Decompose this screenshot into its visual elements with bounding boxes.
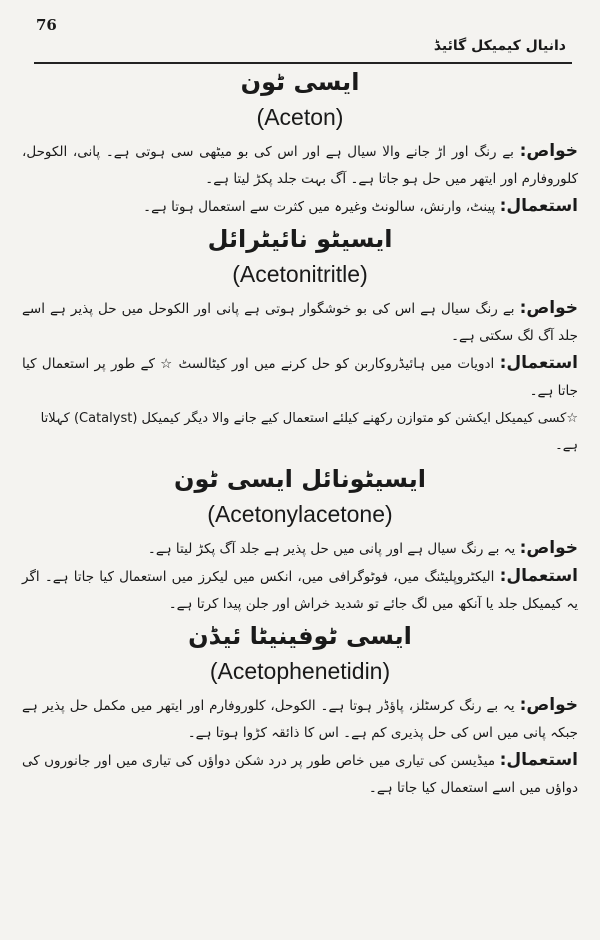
entry-urdu-title: ایسیٹونائل ایسی ٹون bbox=[174, 465, 426, 493]
use-label: استعمال: bbox=[499, 566, 578, 586]
entry-english-title: (Acetophenetidin) bbox=[209, 658, 391, 684]
entry-english-title: (Aceton) bbox=[256, 104, 344, 130]
entry-aceton bbox=[22, 64, 578, 221]
properties-text: یہ بے رنگ کرسٹلز، پاؤڈر ہوتا ہے۔ الکوحل، کلوروفارم اور ایتھر میں مکمل حل پذیر ہے جبکہ پانی میں اس کی حل پذیری کم ہے۔ اس کا ذائقہ کڑوا ہوتا ہے۔ bbox=[22, 698, 578, 741]
use-paragraph bbox=[22, 747, 578, 802]
entry-urdu-title: ایسیٹو نائیٹرائل bbox=[207, 225, 393, 253]
properties-text: بے رنگ سیال ہے اس کی بو خوشگوار ہوتی ہے پانی اور الکوحل میں حل پذیر ہے اسے جلد آگ لگ سکتی ہے۔ bbox=[22, 301, 578, 344]
properties-paragraph bbox=[22, 295, 578, 350]
use-text: میڈیسن کی تیاری میں خاص طور پر درد شکن دواؤں کی تیاری میں اور جانوروں کی دواؤں میں اسے استعمال کیا جاتا ہے۔ bbox=[22, 753, 578, 796]
use-text: پینٹ، وارنش، سالونٹ وغیرہ میں کثرت سے استعمال ہوتا ہے۔ bbox=[143, 199, 496, 215]
footnote-catalyst: ☆کسی کیمیکل ایکشن کو متوازن رکھنے کیلئے استعمال کیے جانے والا دیگر کیمیکل (Catalyst) کہلاتا ہے۔ bbox=[40, 411, 578, 453]
use-text: ادویات میں ہائیڈروکاربن کو حل کرنے میں اور کیٹالسٹ ☆ کے طور پر استعمال کیا جاتا ہے۔ bbox=[22, 356, 578, 399]
page-number: 76 bbox=[36, 16, 57, 34]
entry-urdu-title: ایسی ٹوفینیٹا ئیڈن bbox=[188, 622, 412, 650]
use-paragraph bbox=[22, 193, 578, 221]
use-paragraph bbox=[22, 563, 578, 618]
entry-acetonitritle bbox=[22, 221, 578, 459]
properties-text: یہ بے رنگ سیال ہے اور پانی میں حل پذیر ہے جلد آگ پکڑ لیتا ہے۔ bbox=[147, 541, 516, 557]
entry-english-title: (Acetonitritle) bbox=[232, 261, 368, 287]
page-content bbox=[22, 64, 578, 920]
properties-label: خواص: bbox=[519, 298, 578, 318]
use-text: الیکٹروپلیٹنگ میں، فوٹوگرافی میں، انکس میں لیکرز میں استعمال کیا جاتا ہے۔ اگر یہ کیمیکل جلد یا آنکھ میں لگ جائے تو شدید خراش اور جلن پیدا کرتا ہے۔ bbox=[22, 569, 578, 612]
properties-text: بے رنگ اور اڑ جانے والا سیال ہے اور اس کی بو میٹھی سی ہوتی ہے۔ پانی، الکوحل، کلوروفارم اور ایتھر میں حل ہو جاتا ہے۔ آگ بہت جلد پکڑ لیتا ہے۔ bbox=[22, 144, 578, 187]
use-paragraph bbox=[22, 350, 578, 405]
use-label: استعمال: bbox=[499, 196, 578, 216]
use-label: استعمال: bbox=[499, 750, 578, 770]
running-title: دانیال کیمیکل گائیڈ bbox=[433, 38, 566, 54]
entry-acetophenetidin bbox=[22, 618, 578, 802]
entry-acetonylacetone bbox=[22, 461, 578, 618]
use-label: استعمال: bbox=[499, 353, 578, 373]
entry-urdu-title: ایسی ٹون bbox=[240, 68, 360, 96]
properties-label: خواص: bbox=[519, 538, 578, 558]
properties-label: خواص: bbox=[519, 695, 579, 715]
properties-paragraph bbox=[22, 692, 578, 747]
properties-label: خواص: bbox=[519, 141, 578, 161]
properties-paragraph bbox=[22, 535, 578, 563]
properties-paragraph bbox=[22, 138, 578, 193]
entry-english-title: (Acetonylacetone) bbox=[207, 501, 393, 527]
